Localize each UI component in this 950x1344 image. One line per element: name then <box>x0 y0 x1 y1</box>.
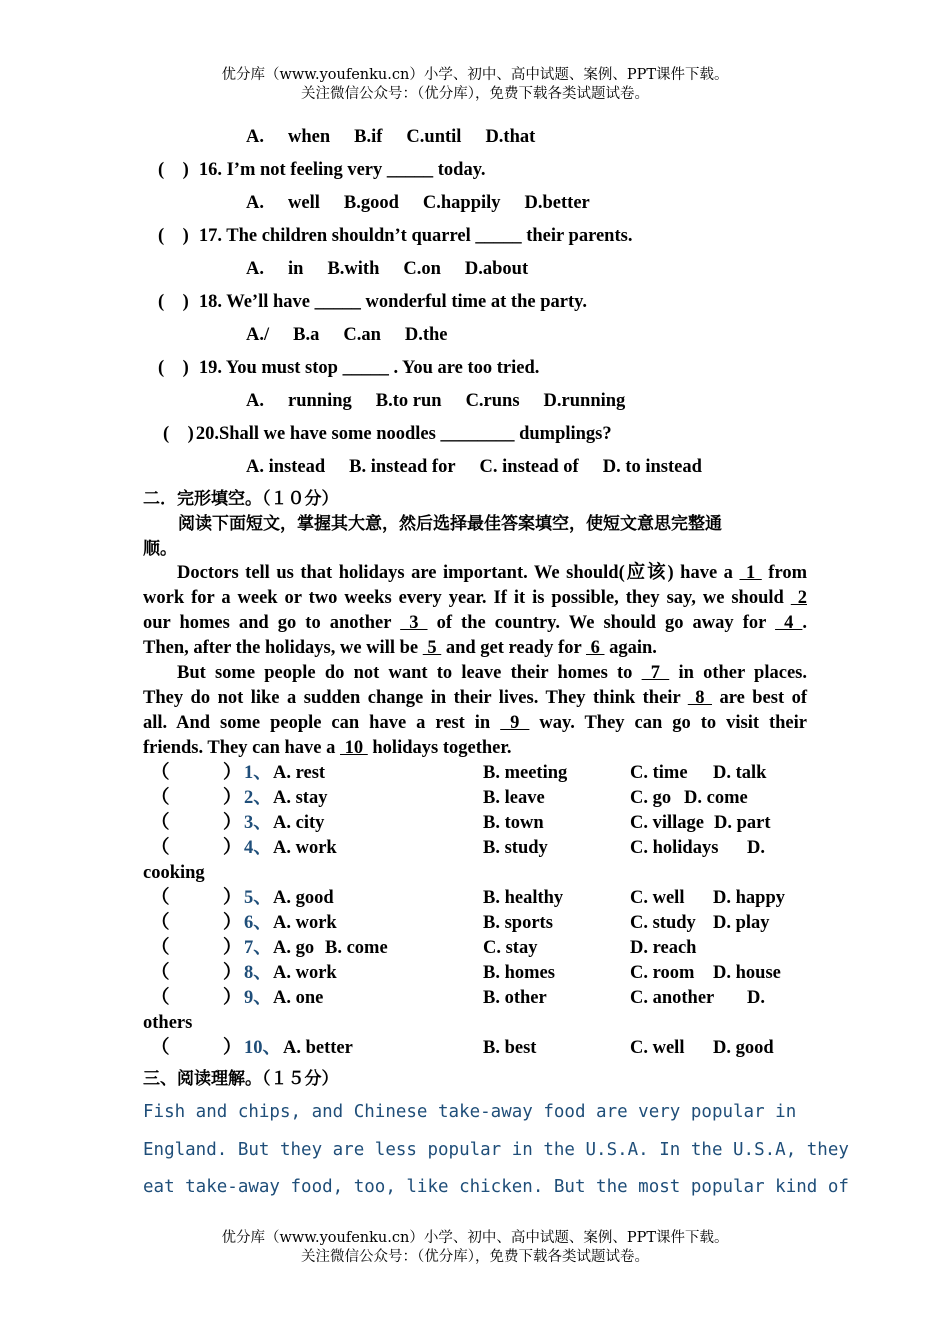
question-20: ( ) 20.Shall we have some noodles ________ dumplings? <box>163 424 612 444</box>
question-19-options: A. running B.to run C.runs D.running <box>246 391 626 411</box>
answer-paren[interactable]: ( ) <box>163 424 194 444</box>
answer-paren[interactable]: ( ) <box>158 292 189 312</box>
blank-5: 5 <box>422 638 442 658</box>
answer-paren[interactable]: （ <box>151 788 170 808</box>
question-20-options: A. instead B. instead for C. instead of D. to instead <box>246 457 702 477</box>
blank-9: 9 <box>500 713 530 733</box>
section-2-title: 二．完形填空。（１０分） <box>143 489 339 509</box>
blank-3: 3 <box>400 613 428 633</box>
choice-row: （ ） 2、 A. stay B. leave C. go D. come <box>143 786 807 811</box>
answer-paren[interactable]: ( ) <box>158 160 189 180</box>
passage-line: friends. They can have a 10 holidays together. <box>143 738 512 758</box>
section-2-instruction-cont: 顺。 <box>143 539 177 559</box>
passage-line: Doctors tell us that holidays are important. We should(应该) have a 1 from <box>177 563 808 583</box>
question-18: ( ) 18. We’ll have _____ wonderful time at the party. <box>158 292 587 312</box>
cloze-choices <box>143 761 807 1061</box>
page-footer <box>0 1229 950 1267</box>
header-line-1: 优分库（www.youfenku.cn）小学、初中、高中试题、案例、PPT课件下载。 <box>221 67 729 83</box>
answer-paren[interactable]: （ <box>151 963 170 983</box>
reading-line: Fish and chips, and Chinese take-away food are very popular in <box>143 1102 797 1122</box>
answer-paren[interactable]: ( ) <box>158 358 189 378</box>
passage-line: They do not like a sudden change in their lives. They think their 8 are best of <box>143 688 807 708</box>
answer-paren[interactable]: （ <box>151 938 170 958</box>
blank-8: 8 <box>687 688 712 708</box>
choice-row-wrap: others <box>143 1013 193 1033</box>
passage-line: our homes and go to another 3 of the country. We should go away for 4 . <box>143 613 808 633</box>
choice-row: （ ） 10、 A. better B. best C. well D. good <box>143 1036 807 1061</box>
passage-line: all. And some people can have a rest in 9 way. They can go to visit their <box>143 713 807 733</box>
blank-4: 4 <box>775 613 803 633</box>
choice-row: （ ） 4、 A. work B. study C. holidays D. <box>143 836 807 861</box>
choice-row-wrap: cooking <box>143 863 205 883</box>
answer-paren[interactable]: （ <box>151 763 170 783</box>
choice-row: （ ） 8、 A. work B. homes C. room D. house <box>143 961 807 986</box>
question-18-options: A./ B.a C.an D.the <box>246 325 448 345</box>
answer-paren[interactable]: （ <box>151 913 170 933</box>
choice-row: （ ） 5、 A. good B. healthy C. well D. happy <box>143 886 807 911</box>
page-header <box>0 66 950 104</box>
answer-paren[interactable]: ( ) <box>158 226 189 246</box>
answer-paren[interactable]: （ <box>151 813 170 833</box>
answer-paren[interactable]: （ <box>151 838 170 858</box>
blank-1: 1 <box>739 563 762 583</box>
blank-2: 2 <box>790 588 807 608</box>
question-15-options: A. when B.if C.until D.that <box>246 127 536 147</box>
choice-row: （ ） 7、 A. go B. come C. stay D. reach <box>143 936 807 961</box>
answer-paren[interactable]: （ <box>151 888 170 908</box>
answer-paren[interactable]: （ <box>151 988 170 1008</box>
cloze-passage <box>143 561 807 761</box>
passage-line: Then, after the holidays, we will be 5 and get ready for 6 again. <box>143 638 657 658</box>
reading-line: England. But they are less popular in the U.S.A. In the U.S.A, they <box>143 1140 849 1160</box>
question-19: ( ) 19. You must stop _____ . You are too tried. <box>158 358 540 378</box>
choice-row: （ ） 6、 A. work B. sports C. study D. play <box>143 911 807 936</box>
question-17-options: A. in B.with C.on D.about <box>246 259 529 279</box>
choice-row: （ ） 1、 A. rest B. meeting C. time D. talk <box>143 761 807 786</box>
section-2-instruction: 阅读下面短文，掌握其大意，然后选择最佳答案填空，使短文意思完整通 <box>178 514 722 534</box>
choice-row: （ ） 3、 A. city B. town C. village D. part <box>143 811 807 836</box>
footer-line-1: 优分库（www.youfenku.cn）小学、初中、高中试题、案例、PPT课件下载。 <box>221 1230 729 1246</box>
blank-6: 6 <box>585 638 605 658</box>
question-16-options: A. well B.good C.happily D.better <box>246 193 590 213</box>
reading-line: eat take-away food, too, like chicken. But the most popular kind of <box>143 1177 849 1197</box>
answer-paren[interactable]: （ <box>151 1038 170 1058</box>
header-line-2: 关注微信公众号：（优分库），免费下载各类试题试卷。 <box>301 86 649 102</box>
passage-line: work for a week or two weeks every year. If it is possible, they say, we should 2 <box>143 588 807 608</box>
question-17: ( ) 17. The children shouldn’t quarrel _____ their parents. <box>158 226 633 246</box>
section-3-title: 三、阅读理解。（１５分） <box>143 1069 339 1089</box>
passage-line: But some people do not want to leave their homes to 7 in other places. <box>177 663 807 683</box>
question-16: ( ) 16. I’m not feeling very _____ today. <box>158 160 486 180</box>
blank-10: 10 <box>340 738 368 758</box>
choice-row: （ ） 9、 A. one B. other C. another D. <box>143 986 807 1011</box>
footer-line-2: 关注微信公众号：（优分库），免费下载各类试题试卷。 <box>301 1249 649 1265</box>
blank-7: 7 <box>641 663 670 683</box>
